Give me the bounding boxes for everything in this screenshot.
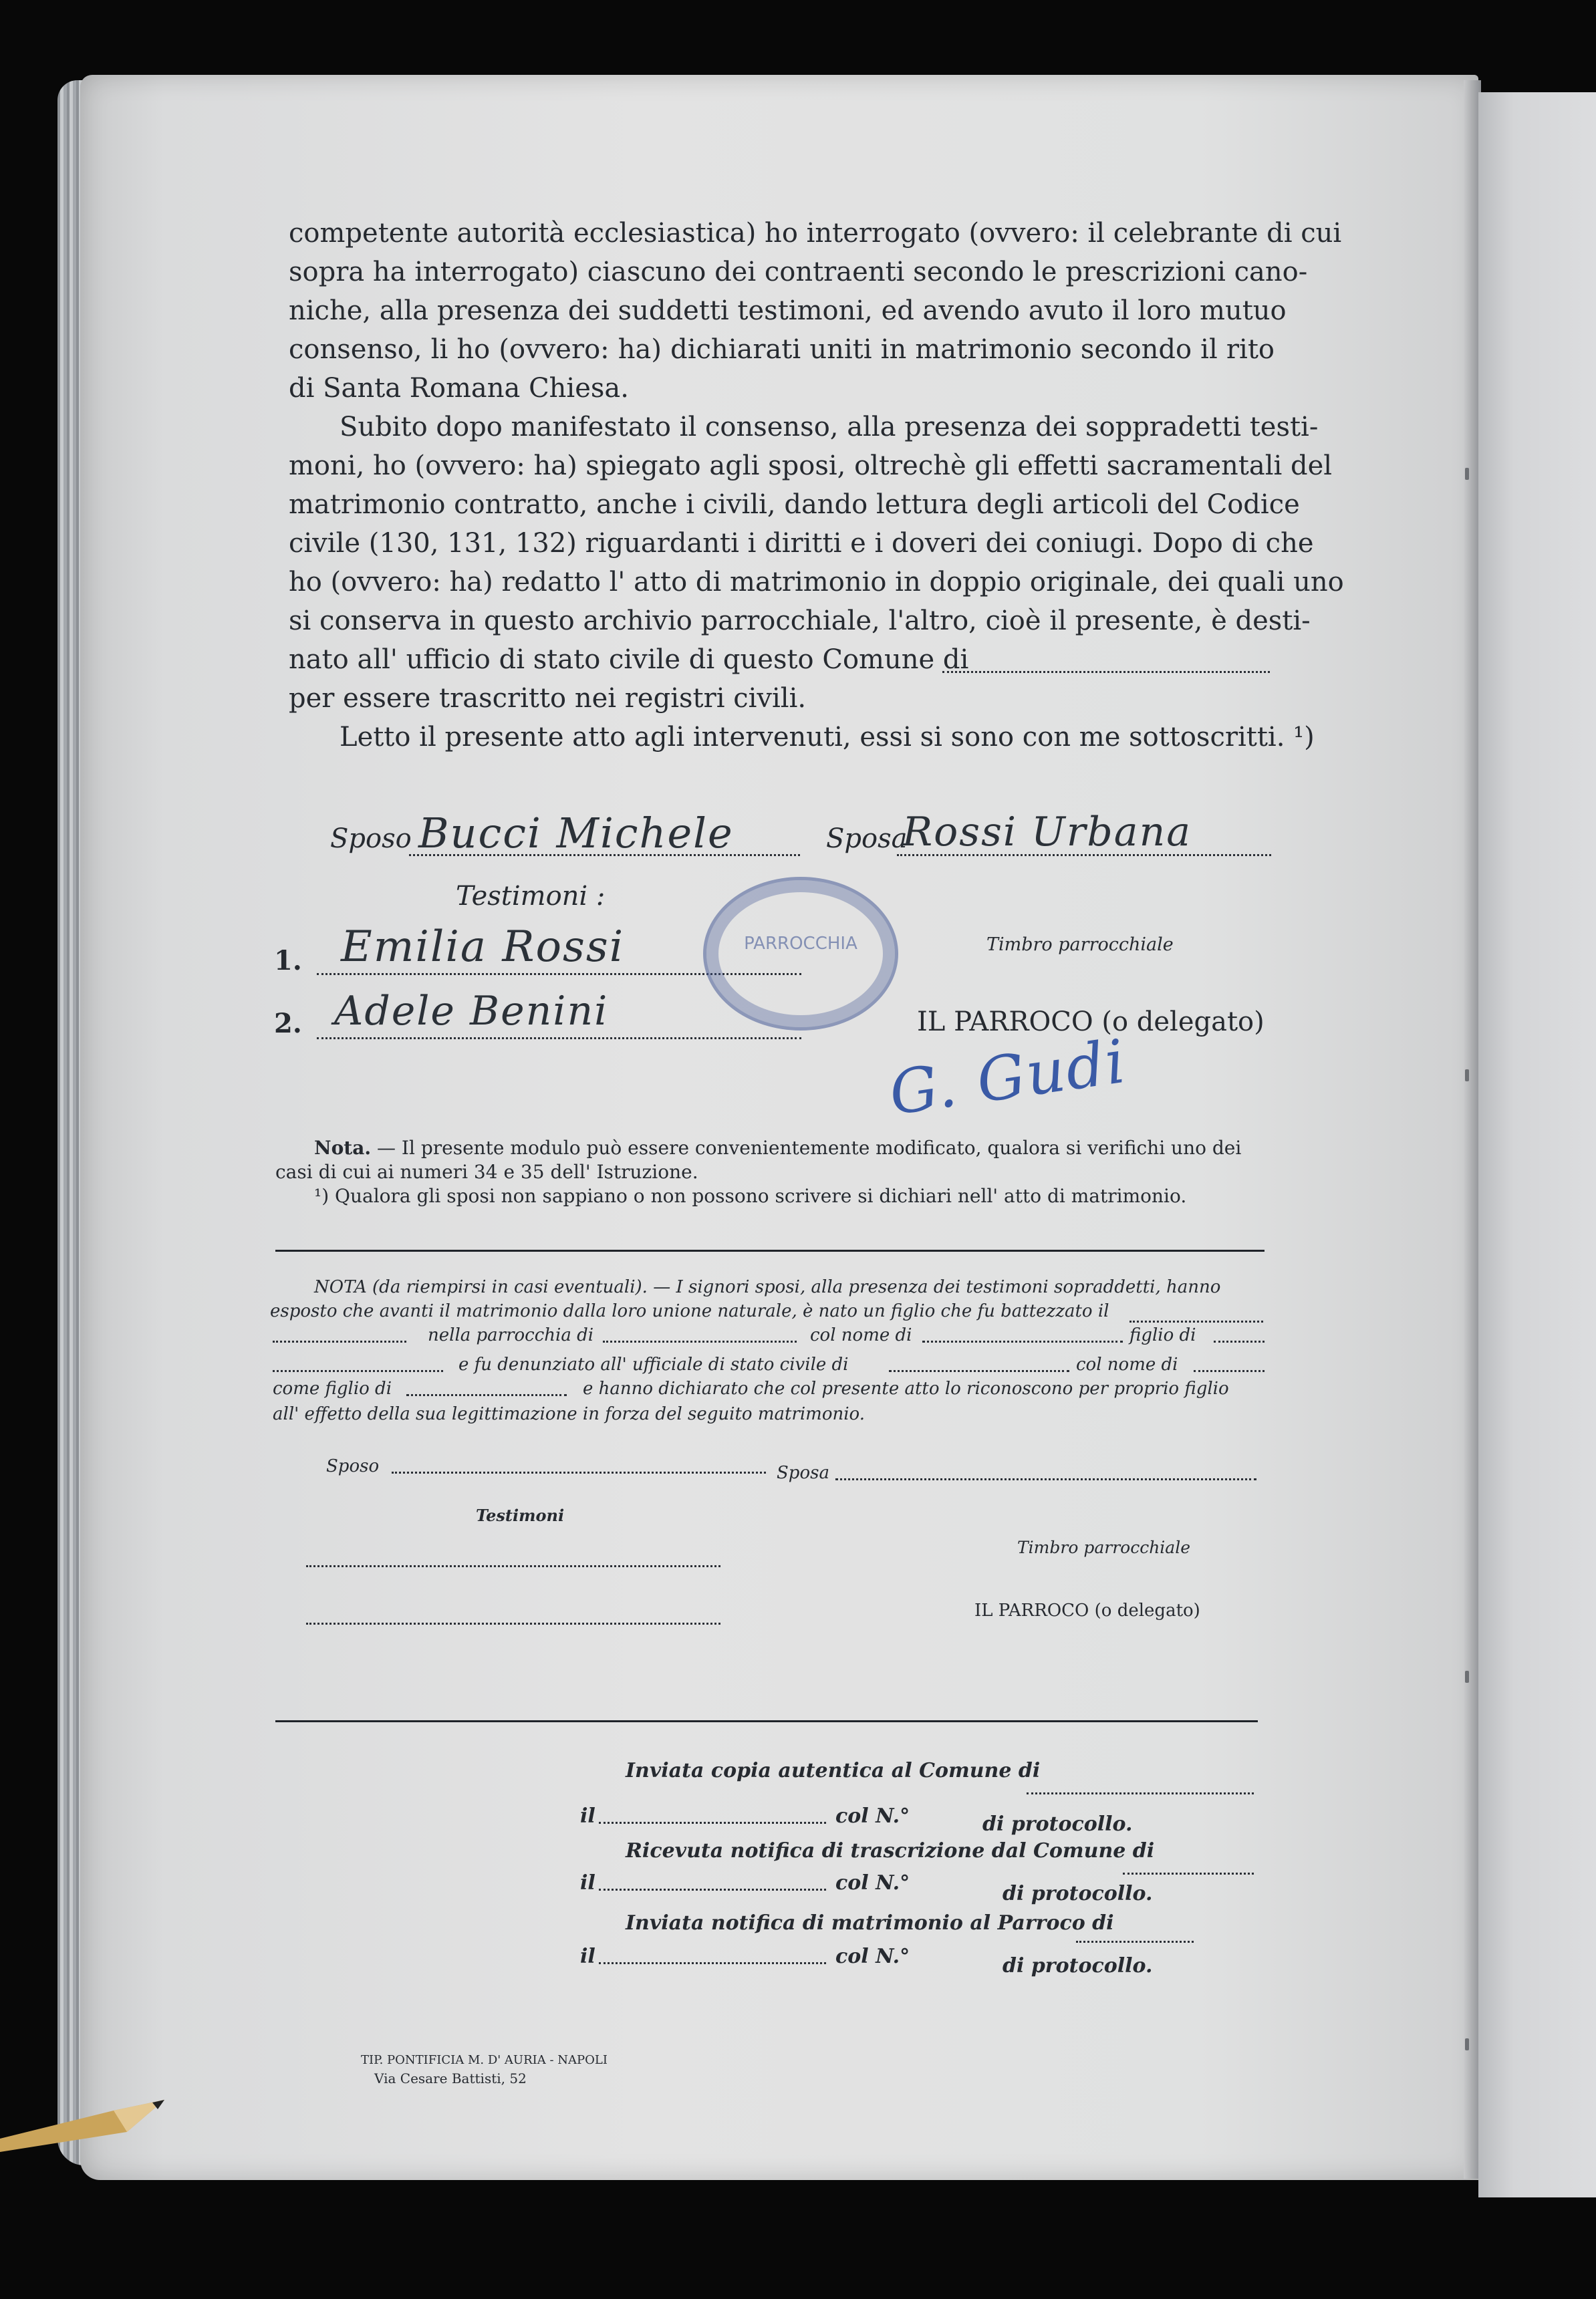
pencil-tip — [0, 2092, 167, 2152]
fill-line — [406, 1394, 567, 1396]
nota2-sposo-label: Sposo — [326, 1456, 380, 1476]
text-line: niche, alla presenza dei suddetti testimoni, ed avendo avuto il loro mutuo — [289, 295, 1287, 326]
fill-line — [1194, 1370, 1265, 1372]
section-divider — [275, 1250, 1265, 1252]
text-line: civile (130, 131, 132) riguardanti i diritti e i doveri dei coniugi. Dopo di che — [289, 528, 1314, 559]
binding-stitch — [1465, 1671, 1469, 1683]
nota2-text: e hanno dichiarato che col presente atto lo riconoscono per proprio figlio — [583, 1379, 1229, 1399]
nota-label: Nota. — [314, 1137, 372, 1159]
fill-line — [306, 1623, 720, 1625]
fill-line — [273, 1370, 443, 1372]
registry-col: col N.° — [835, 1871, 910, 1895]
text-line: si conserva in questo archivio parrocchiale, l'altro, cioè il presente, è desti- — [289, 605, 1311, 636]
fill-line — [599, 1822, 826, 1824]
printer-line: Via Cesare Battisti, 52 — [374, 2070, 527, 2086]
sposo-label: Sposo — [330, 823, 412, 854]
signature-line — [897, 854, 1271, 856]
nota2-line: NOTA (da riempirsi in casi eventuali). — I signori sposi, alla presenza dei testimoni sopraddetti, hanno — [314, 1277, 1221, 1297]
fill-line — [889, 1370, 1069, 1372]
nota2-text: nella parrocchia di — [428, 1325, 594, 1345]
section-divider — [275, 1720, 1258, 1722]
fill-line — [392, 1472, 766, 1474]
sposa-signature: Rossi Urbana — [902, 809, 1192, 855]
witness-number: 2. — [274, 1008, 302, 1039]
testimoni-label: Testimoni : — [456, 881, 606, 912]
registry-il: il — [580, 1804, 595, 1828]
text-line: Subito dopo manifestato il consenso, alla presenza dei soppradetti testi- — [340, 412, 1319, 442]
registry-prot: di protocollo. — [1003, 1882, 1153, 1905]
parish-stamp — [703, 877, 898, 1031]
fill-line — [1123, 1873, 1254, 1875]
registry-col: col N.° — [835, 1804, 910, 1828]
nota-text: — Il presente modulo può essere convenientemente modificato, qualora si verifichi uno dei — [377, 1137, 1242, 1159]
nota2-text: figlio di — [1129, 1325, 1196, 1345]
nota2-text: e fu denunziato all' ufficiale di stato civile di — [458, 1355, 849, 1375]
fill-line — [599, 1962, 826, 1964]
witness-number: 1. — [274, 945, 302, 976]
text-line: moni, ho (ovvero: ha) spiegato agli sposi, oltrechè gli effetti sacramentali del — [289, 450, 1333, 481]
printer-line: TIP. PONTIFICIA M. D' AURIA - NAPOLI — [361, 2053, 608, 2067]
nota-line: casi di cui ai numeri 34 e 35 dell' Istruzione. — [275, 1161, 698, 1183]
fill-line — [603, 1341, 797, 1343]
fill-line — [835, 1478, 1256, 1480]
fill-line — [1027, 1792, 1254, 1794]
nota2-text: come figlio di — [273, 1379, 392, 1399]
fill-line — [273, 1341, 406, 1343]
nota-line: ¹) Qualora gli sposi non sappiano o non possono scrivere si dichiari nell' atto di matrimonio. — [314, 1185, 1187, 1207]
text-line: per essere trascritto nei registri civili. — [289, 683, 807, 714]
nota2-timbro-label: Timbro parrocchiale — [1017, 1538, 1190, 1557]
text-line: di Santa Romana Chiesa. — [289, 373, 629, 404]
text-line: competente autorità ecclesiastica) ho interrogato (ovvero: il celebrante di cui — [289, 218, 1342, 249]
witness-1-signature: Emilia Rossi — [341, 922, 625, 972]
text-line: ho (ovvero: ha) redatto l' atto di matrimonio in doppio originale, dei quali uno — [289, 567, 1344, 597]
nota2-sposa-label: Sposa — [777, 1463, 829, 1483]
registry-il: il — [580, 1871, 595, 1895]
fill-line — [922, 1341, 1123, 1343]
fill-line — [1214, 1341, 1265, 1343]
timbro-label: Timbro parrocchiale — [986, 934, 1174, 955]
nota2-text: col nome di — [810, 1325, 912, 1345]
text-line: sopra ha interrogato) ciascuno dei contraenti secondo le prescrizioni cano- — [289, 257, 1308, 287]
registry-r1: Inviata copia autentica al Comune di — [626, 1759, 1041, 1782]
registry-r3: Inviata notifica di matrimonio al Parroco di — [626, 1911, 1114, 1935]
facing-page — [1478, 92, 1596, 2197]
parroco-signature: G. Gudi — [885, 1026, 1131, 1129]
nota2-line: all' effetto della sua legittimazione in forza del seguito matrimonio. — [273, 1404, 866, 1424]
nota2-text: col nome di — [1076, 1355, 1178, 1375]
parroco-label: IL PARROCO (o delegato) — [917, 1006, 1265, 1037]
nota2-line: esposto che avanti il matrimonio dalla loro unione naturale, è nato un figlio che fu battezzato il — [270, 1301, 1109, 1321]
text-line: Letto il presente atto agli intervenuti, essi si sono con me sottoscritti. ¹) — [340, 722, 1315, 753]
signature-line — [409, 854, 800, 856]
fill-line — [942, 671, 1270, 673]
fill-line — [306, 1565, 720, 1567]
sposo-signature: Bucci Michele — [418, 809, 734, 857]
text-line: consenso, li ho (ovvero: ha) dichiarati uniti in matrimonio secondo il rito — [289, 334, 1275, 365]
registry-r2: Ricevuta notifica di trascrizione dal Comune di — [626, 1839, 1155, 1863]
nota2-testimoni-label: Testimoni — [476, 1506, 565, 1525]
text-line: nato all' ufficio di stato civile di questo Comune di — [289, 644, 969, 675]
nota-line — [314, 1136, 1241, 1160]
registry-prot: di protocollo. — [982, 1812, 1133, 1836]
sposa-label: Sposa — [826, 823, 908, 854]
binding-stitch — [1465, 2038, 1469, 2050]
signature-line — [317, 1037, 801, 1039]
witness-2-signature: Adele Benini — [334, 988, 609, 1035]
binding-stitch — [1465, 468, 1469, 480]
stamp-text: PARROCCHIA — [744, 934, 857, 954]
fill-line — [1129, 1321, 1263, 1323]
registry-prot: di protocollo. — [1003, 1954, 1153, 1978]
registry-il: il — [580, 1945, 595, 1968]
text-line: matrimonio contratto, anche i civili, dando lettura degli articoli del Codice — [289, 489, 1300, 520]
registry-col: col N.° — [835, 1945, 910, 1968]
binding-stitch — [1465, 1069, 1469, 1081]
fill-line — [1076, 1941, 1194, 1943]
fill-line — [599, 1889, 826, 1891]
nota2-parroco-label: IL PARROCO (o delegato) — [974, 1601, 1200, 1621]
